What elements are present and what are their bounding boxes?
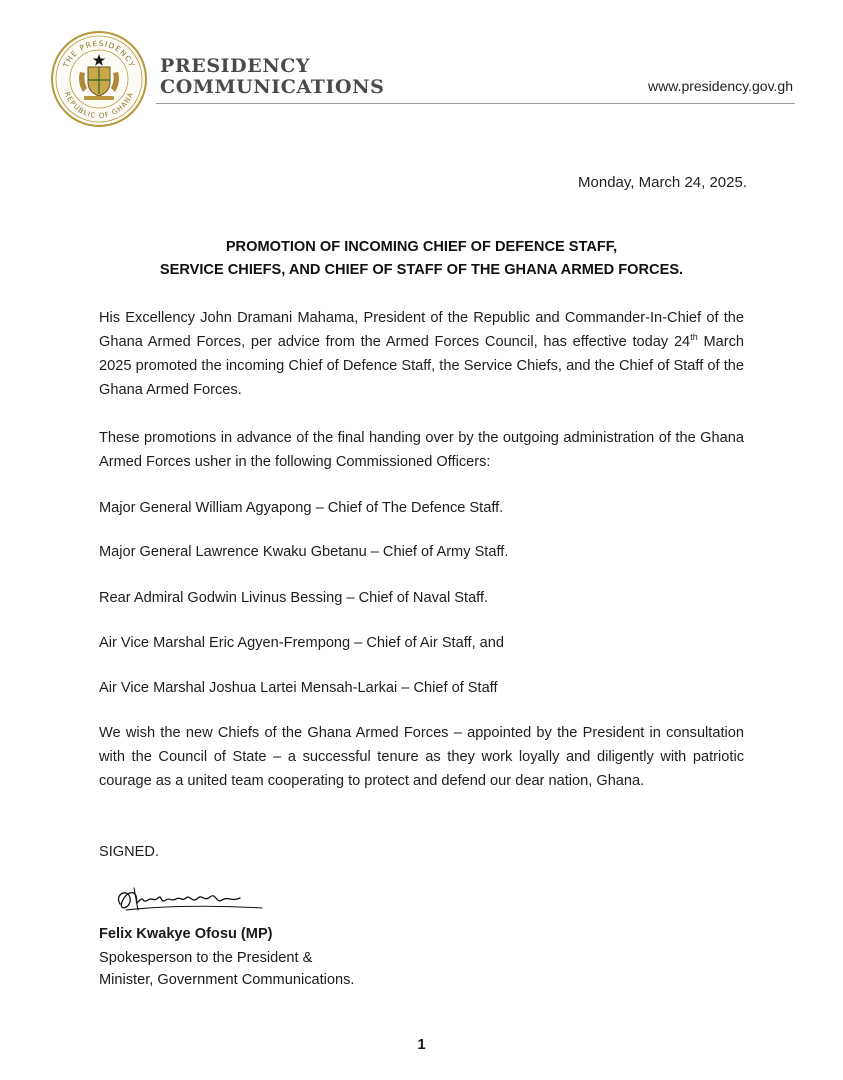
org-name (160, 56, 384, 98)
signatory-role (99, 947, 354, 991)
paragraph-wishes: We wish the new Chiefs of the Ghana Armed Forces – appointed by the President in consultation with the Council of State – a successful tenure as they work loyally and diligently with patriotic courage as a united team cooperating to protect and defend our dear nation, Ghana. (99, 725, 744, 789)
header-divider (156, 103, 795, 104)
paragraph-promotions: These promotions in advance of the final handing over by the outgoing administration of the Ghana Armed Forces usher in the following Commissioned Officers: (99, 430, 744, 470)
officer-entry: Air Vice Marshal Joshua Lartei Mensah-Larkai – Chief of Staff (99, 680, 498, 696)
document-date: Monday, March 24, 2025. (578, 174, 747, 191)
page-number: 1 (417, 1036, 426, 1053)
officer-entry: Major General William Agyapong – Chief of The Defence Staff. (99, 500, 504, 516)
signatory-name: Felix Kwakye Ofosu (MP) (99, 926, 273, 942)
svg-text:REPUBLIC OF GHANA: REPUBLIC OF GHANA (62, 90, 136, 121)
officer-entry: Rear Admiral Godwin Livinus Bessing – Chief of Naval Staff. (99, 590, 489, 606)
org-name-line1: PRESIDENCY (160, 55, 311, 77)
officer-entry: Major General Lawrence Kwaku Gbetanu – Chief of Army Staff. (99, 544, 509, 560)
title-line2: SERVICE CHIEFS, AND CHIEF OF STAFF OF THE GHANA ARMED FORCES. (159, 262, 684, 278)
officer-entry: Air Vice Marshal Eric Agyen-Frempong – Chief of Air Staff, and (99, 635, 505, 651)
title-line1: PROMOTION OF INCOMING CHIEF OF DEFENCE STAFF, (225, 239, 618, 255)
signatory-role-line2: Minister, Government Communications. (99, 972, 355, 988)
website-link[interactable]: www.presidency.gov.gh (648, 78, 793, 94)
intro-text-end: March 2025 promoted the incoming Chief of Defence Staff, the Service Chiefs, and the Chief of Staff of the Ghana Armed Forces. (99, 334, 744, 398)
signatory-role-line1: Spokesperson to the President & (99, 950, 313, 966)
paragraph-intro (99, 306, 744, 402)
intro-text-start: His Excellency John Dramani Mahama, President of the Republic and Commander-In-Chief of the Ghana Armed Forces, per advice from the Armed Forces Council, has effective today 24 (99, 310, 744, 350)
handwritten-signature (112, 880, 272, 920)
document-title (99, 236, 744, 282)
signed-label: SIGNED. (99, 844, 160, 860)
svg-text:THE PRESIDENCY: THE PRESIDENCY (61, 38, 137, 69)
intro-superscript: th (690, 332, 698, 343)
presidency-seal-icon (50, 30, 148, 128)
org-name-line2: COMMUNICATIONS (160, 76, 385, 98)
